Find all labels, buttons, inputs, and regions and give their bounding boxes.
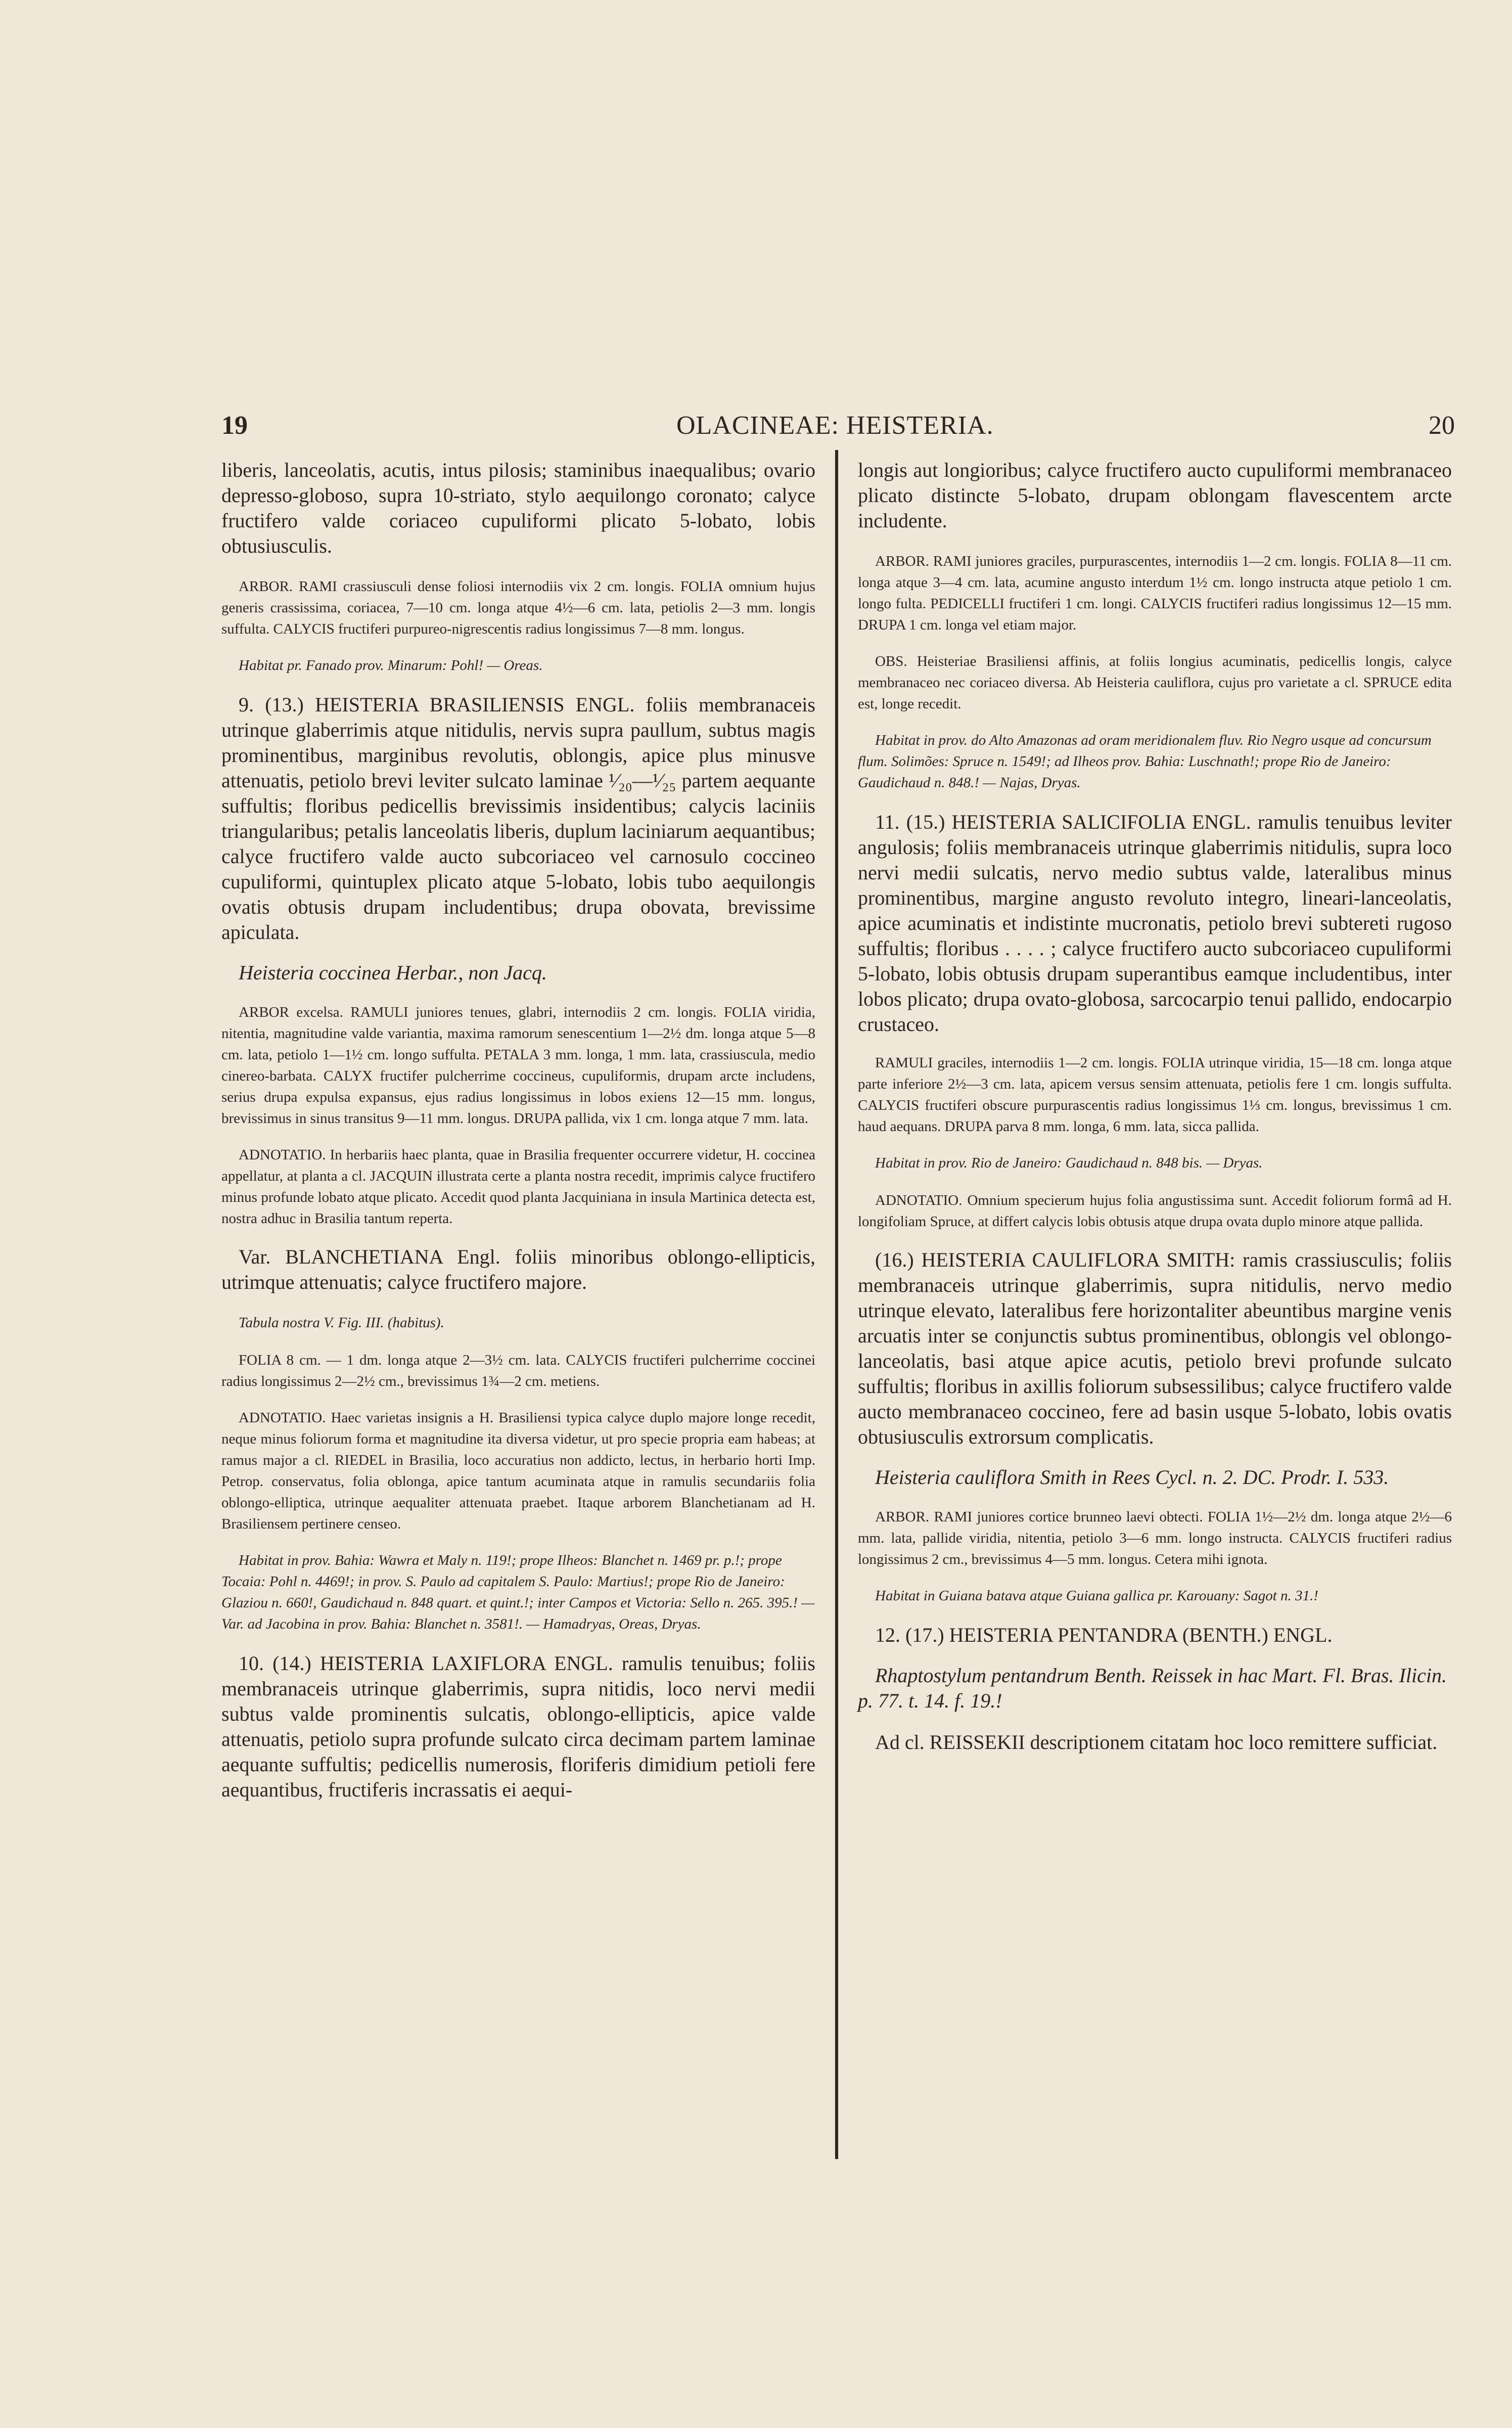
synonym-line: Heisteria cauliflora Smith in Rees Cycl. n. 2. DC. Prodr. I. 533. — [875, 1466, 1389, 1489]
annotation-paragraph: ADNOTATIO. In herbariis haec planta, quae in Brasilia frequenter occurrere videtur, H. coccinea appellatur, at planta a cl. JACQUIN illustrata certe a planta nostra recedit, imprimis calyce fructifero minus profunde lobato atque plicato. Accedit quod planta Jacquiniana in insula Martinica detecta est, nostra adhuc in Brasilia tantum reperta. — [221, 1147, 815, 1227]
description-paragraph: ARBOR. RAMI juniores cortice brunneo laevi obtecti. FOLIA 1½—2½ dm. longa atque 2½—6 mm. lata, pallide viridia, nitentia, petiolo 3—6 mm. longo instructa. CALYCIS fructiferi radius longissimus 2 cm., brevissimus 4—5 mm. longus. Cetera mihi ignota. — [858, 1509, 1452, 1567]
description-paragraph: FOLIA 8 cm. — 1 dm. longa atque 2—3½ cm. lata. CALYCIS fructiferi pulcherrime coccinei radius longissimus 2—2½ cm., brevissimus 1¾—2 cm. metiens. — [221, 1352, 815, 1389]
paragraph: Ad cl. REISSEKII descriptionem citatam hoc loco remittere sufficiat. — [875, 1731, 1438, 1753]
page-header — [221, 411, 1455, 446]
left-page-number: 19 — [221, 411, 248, 440]
synonym-line: Heisteria coccinea Herbar., non Jacq. — [239, 961, 547, 984]
description-paragraph: ARBOR excelsa. RAMULI juniores tenues, glabri, internodiis 2 cm. longis. FOLIA viridia, nitentia, magnitudine valde variantia, maxima ramorum senescentium 1—2½ dm. longa atque 5—8 cm. lata, petiolo 1—1½ cm. longo suffulta. PETALA 3 mm. longa, 1 mm. lata, crassiuscula, medio cinereo-barbata. CALYX fructifer pulcherrime coccineus, cupuliformis, drupam arcte includens, serius drupa expulsa expansus, ejus radius longissimus in lobos exiens 12—15 mm. longus, brevissimus in sinus transitus 9—11 mm. longus. DRUPA pallida, vix 1 cm. longa atque 7 mm. lata. — [221, 1004, 815, 1127]
right-column — [858, 458, 1452, 1772]
species-heading: 12. (17.) HEISTERIA PENTANDRA (BENTH.) ENGL. — [875, 1624, 1333, 1646]
species-heading: (16.) HEISTERIA CAULIFLORA SMITH: ramis crassiusculis; foliis membranaceis utrinque glaberrimis, supra nitidulis, nervo medio utrinque elevato, lateralibus fere horizontaliter abeuntibus margine venis arcuatis inter se conjunctis subtus prominentibus, oblongis vel oblongo-lanceolatis, basi atque apice acutis, petiolo brevi profunde sulcato suffultis; floribus in axillis foliorum subsessilibus; calyce fructifero valde aucto membranaceo coccineo, fere ad basin usque 5-lobato, lobis ovatis obtusiusculis extrorsum complicatis. — [858, 1248, 1452, 1448]
habitat-paragraph: Habitat pr. Fanado prov. Minarum: Pohl! — Oreas. — [239, 657, 543, 673]
habitat-paragraph: Habitat in Guiana batava atque Guiana gallica pr. Karouany: Sagot n. 31.! — [875, 1588, 1318, 1604]
observation-paragraph: OBS. Heisteriae Brasiliensi affinis, at foliis longius acuminatis, pedicellis longis, calyce membranaceo nec coriaceo diversa. Ab Heisteria cauliflora, cujus pro varietate a cl. SPRUCE edita est, longe recedit. — [858, 653, 1452, 712]
annotation-paragraph: ADNOTATIO. Omnium specierum hujus folia angustissima sunt. Accedit foliorum formâ ad H. longifoliam Spruce, at differt calycis lobis obtusis atque drupa ovata duplo minore atque pallida. — [858, 1192, 1452, 1230]
species-heading: 9. (13.) HEISTERIA BRASILIENSIS ENGL. foliis membranaceis utrinque glaberrimis atque nitidulis, nervis supra paullum, subtus magis prominentibus, marginibus revolutis, oblongis, apice plus minusve attenuatis, petiolo brevi leviter sulcato laminae ¹⁄₂₀—¹⁄₂₅ partem aequante suffultis; floribus pedicellis brevissimis insidentibus; calycis laciniis triangularibus; petalis lanceolatis liberis, duplum laciniarum aequantibus; calyce fructifero valde aucto subcoriaceo vel carnosulo coccineo cupuliformi, quintuplex plicato atque 5-lobato, lobis tubo aequilongis ovatis obtusis drupam includentibus; drupa obovata, brevissime apiculata. — [221, 693, 815, 943]
habitat-paragraph: Habitat in prov. Rio de Janeiro: Gaudichaud n. 848 bis. — Dryas. — [875, 1155, 1263, 1171]
habitat-paragraph: Habitat in prov. do Alto Amazonas ad oram meridionalem fluv. Rio Negro usque ad concursum flum. Solimões: Spruce n. 1549!; ad Ilheos prov. Bahia: Luschnath!; prope Rio de Janeiro: Gaudichaud n. 848.! — Najas, Dryas. — [858, 732, 1432, 791]
species-heading: 10. (14.) HEISTERIA LAXIFLORA ENGL. ramulis tenuibus; foliis membranaceis utrinque glaberrimis, supra nitidis, loco nervi medii subtus valde prominentis sulcatis, oblongo-ellipticis, apice valde attenuatis, petiolo supra profunde sulcato circa decimam partem laminae aequante suffultis; pedicellis numerosis, floriferis dimidium petioli fere aequantibus, fructiferis incrassatis ei aequi- — [221, 1652, 815, 1801]
description-paragraph: ARBOR. RAMI juniores graciles, purpurascentes, internodiis 1—2 cm. longis. FOLIA 8—11 cm. longa atque 3—4 cm. lata, acumine angusto interdum 1½ cm. longo instructa atque petiolo 1 cm. longo fulta. PEDICELLI fructiferi 1 cm. longi. CALYCIS fructiferi radius longissimus 12—15 mm. DRUPA 1 cm. longa vel etiam major. — [858, 553, 1452, 633]
column-divider — [835, 450, 838, 2159]
variety-heading: Var. BLANCHETIANA Engl. foliis minoribus oblongo-ellipticis, utrimque attenuatis; calyce fructifero majore. — [221, 1245, 815, 1293]
species-heading: 11. (15.) HEISTERIA SALICIFOLIA ENGL. ramulis tenuibus leviter angulosis; foliis membranaceis utrinque glaberrimis nitidulis, supra loco nervi medii sulcatis, nervo medio subtus valde, lateralibus minus prominentibus, margine angusto revoluto integro, lineari-lanceolatis, apice acuminatis et indistinte mucronatis, petiolo brevi subtereti rugoso suffultis; floribus . . . . ; calyce fructifero aucto subcoriaceo cupuliformi 5-lobato, lobis obtusis drupam superantibus eamque includentibus, inter lobos plicato; drupa ovato-globosa, sarcocarpio tenui pallido, endocarpio crustaceo. — [858, 811, 1452, 1036]
description-paragraph: RAMULI graciles, internodiis 1—2 cm. longis. FOLIA utrinque viridia, 15—18 cm. longa atque parte inferiore 2½—3 cm. lata, apicem versus sensim attenuata, petiolis fere 1 cm. longis suffulta. CALYCIS fructiferi obscure purpurascentis radius longissimus 1⅓ cm. longus, brevissimus 1 cm. haud aequans. DRUPA parva 8 mm. longa, 6 mm. lata, sicca pallida. — [858, 1055, 1452, 1135]
synonym-line: Rhaptostylum pentandrum Benth. Reissek in hac Mart. Fl. Bras. Ilicin. p. 77. t. 14. f. 19.! — [858, 1664, 1447, 1712]
right-page-number: 20 — [1429, 411, 1455, 440]
annotation-paragraph: ADNOTATIO. Haec varietas insignis a H. Brasiliensi typica calyce duplo majore longe recedit, neque minus foliorum forma et magnitudine ita diversa videtur, ut pro specie propria eam habeas; at ramus major a cl. RIEDEL in Brasilia, loco accuratius non addicto, lectus, in herbario horti Imp. Petrop. conservatus, folia oblonga, apice tantum acuminata atque in ramulis secundariis folia oblongo-elliptica, utrinque aequaliter attenuata praebet. Itaque arborem Blanchetianam ad H. Brasiliensem pertinere censeo. — [221, 1410, 815, 1532]
paragraph: longis aut longioribus; calyce fructifero aucto cupuliformi membranaceo plicato distincte 5-lobato, drupam oblongam flavescentem arcte includente. — [858, 459, 1452, 532]
habitat-paragraph: Habitat in prov. Bahia: Wawra et Maly n. 119!; prope Ilheos: Blanchet n. 1469 pr. p.!; prope Tocaia: Pohl n. 4469!; in prov. S. Paulo ad capitalem S. Paulo: Martius!; prope Rio de Janeiro: Glaziou n. 660!, Gaudichaud n. 848 quart. et quint.!; inter Campos et Victoria: Sello n. 265. 395.! — Var. ad Jacobina in prov. Bahia: Blanchet n. 3581!. — Hamadryas, Oreas, Dryas. — [221, 1552, 815, 1632]
paragraph: liberis, lanceolatis, acutis, intus pilosis; staminibus inaequalibus; ovario depresso-globoso, supra 10-striato, stylo aequilongo coronato; calyce fructifero valde coriaceo cupuliformi plicato 5-lobato, lobis obtusiusculis. — [221, 459, 815, 557]
description-paragraph: ARBOR. RAMI crassiusculi dense foliosi internodiis vix 2 cm. longis. FOLIA omnium hujus generis crassissima, coriacea, 7—10 cm. longa atque 4½—6 cm. lata, petiolis 2—3 mm. longis suffulta. CALYCIS fructiferi purpureo-nigrescentis radius longissimus 7—8 mm. longus. — [221, 578, 815, 637]
left-column — [221, 458, 815, 1818]
plate-reference: Tabula nostra V. Fig. III. (habitus). — [239, 1315, 444, 1331]
running-title: OLACINEAE: HEISTERIA. — [676, 411, 994, 440]
